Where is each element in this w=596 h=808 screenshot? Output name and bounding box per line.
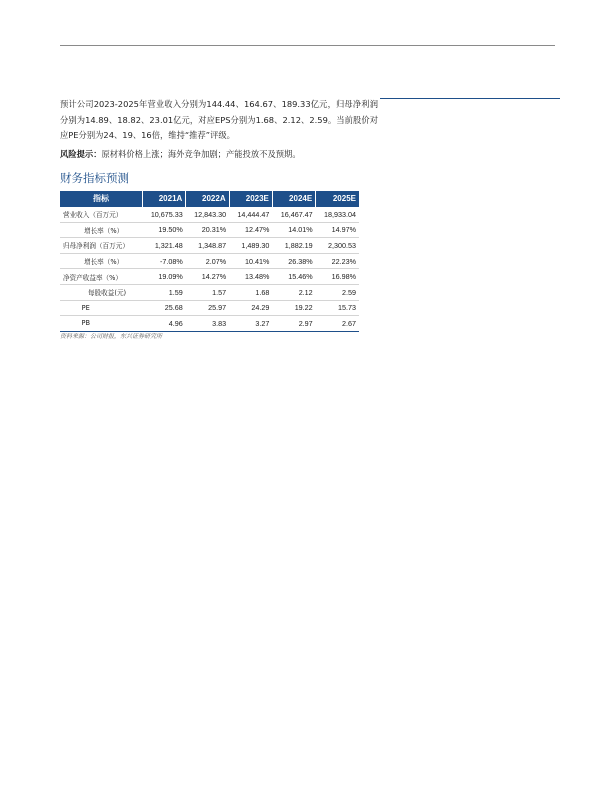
row-label: 净资产收益率（%） (60, 269, 143, 285)
row-label: 增长率（%） (60, 222, 143, 238)
table-cell: 14.01% (272, 222, 315, 238)
header-cell: 2021A (143, 191, 186, 207)
table-cell: 1,348.87 (186, 238, 229, 254)
row-label: PB (60, 316, 143, 332)
table-cell: 20.31% (186, 222, 229, 238)
table-cell: 12.47% (229, 222, 272, 238)
section-title: 财务指标预测 (60, 171, 129, 185)
table-cell: 16.98% (316, 269, 359, 285)
header-cell: 2023E (229, 191, 272, 207)
table-cell: 15.46% (272, 269, 315, 285)
header-cell: 指标 (60, 191, 143, 207)
header-cell: 2025E (316, 191, 359, 207)
table-cell: 25.68 (143, 300, 186, 316)
table-cell: 25.97 (186, 300, 229, 316)
table-cell: 2.07% (186, 253, 229, 269)
table-cell: 2.67 (316, 316, 359, 332)
table-cell: 1.68 (229, 284, 272, 300)
table-cell: 14.27% (186, 269, 229, 285)
sidebar-rule (380, 98, 560, 99)
table-cell: 15.73 (316, 300, 359, 316)
row-label: PE (60, 300, 143, 316)
table-cell: 1,489.30 (229, 238, 272, 254)
table-cell: 2.59 (316, 284, 359, 300)
table-cell: -7.08% (143, 253, 186, 269)
row-label: 增长率（%） (60, 253, 143, 269)
table-cell: 3.83 (186, 316, 229, 332)
row-label: 归母净利润（百万元） (60, 238, 143, 254)
table-cell: 14.97% (316, 222, 359, 238)
table-cell: 2,300.53 (316, 238, 359, 254)
table-header-row (60, 191, 359, 207)
header-cell: 2024E (272, 191, 315, 207)
table-cell: 22.23% (316, 253, 359, 269)
table-cell: 26.38% (272, 253, 315, 269)
table-cell: 3.27 (229, 316, 272, 332)
table-cell: 19.50% (143, 222, 186, 238)
header-rule (60, 45, 555, 46)
table-row (60, 222, 359, 238)
table-row (60, 284, 359, 300)
table-row (60, 238, 359, 254)
table-row (60, 269, 359, 285)
row-label: 每股收益(元) (60, 284, 143, 300)
table-cell: 16,467.47 (272, 207, 315, 223)
table-cell: 19.09% (143, 269, 186, 285)
table-cell: 10.41% (229, 253, 272, 269)
forecast-paragraph: 预计公司2023-2025年营业收入分别为144.44、164.67、189.33亿元，归母净利润分别为14.89、18.82、23.01亿元，对应EPS分别为1.68、2.12、2.59。当前股价对应PE分别为24、19、16倍，维持“推荐”评级。 (60, 99, 378, 140)
table-row (60, 253, 359, 269)
risk-paragraph (60, 147, 378, 163)
table-cell: 4.96 (143, 316, 186, 332)
row-label: 营业收入（百万元） (60, 207, 143, 223)
financial-forecast-table (60, 191, 359, 332)
table-cell: 1,321.48 (143, 238, 186, 254)
table-cell: 24.29 (229, 300, 272, 316)
table-cell: 14,444.47 (229, 207, 272, 223)
table-cell: 13.48% (229, 269, 272, 285)
table-cell: 2.97 (272, 316, 315, 332)
table-cell: 19.22 (272, 300, 315, 316)
table-row (60, 300, 359, 316)
table-row (60, 316, 359, 332)
table-cell: 1.59 (143, 284, 186, 300)
source-note: 资料来源：公司财报，东兴证券研究所 (60, 333, 163, 340)
table-cell: 18,933.04 (316, 207, 359, 223)
header-cell: 2022A (186, 191, 229, 207)
table-cell: 2.12 (272, 284, 315, 300)
table-cell: 1.57 (186, 284, 229, 300)
table-cell: 10,675.33 (143, 207, 186, 223)
table-cell: 1,882.19 (272, 238, 315, 254)
risk-text: 原材料价格上涨；海外竞争加剧；产能投放不及预期。 (101, 149, 301, 159)
table-cell: 12,843.30 (186, 207, 229, 223)
table-row (60, 207, 359, 223)
risk-label: 风险提示： (60, 149, 102, 159)
